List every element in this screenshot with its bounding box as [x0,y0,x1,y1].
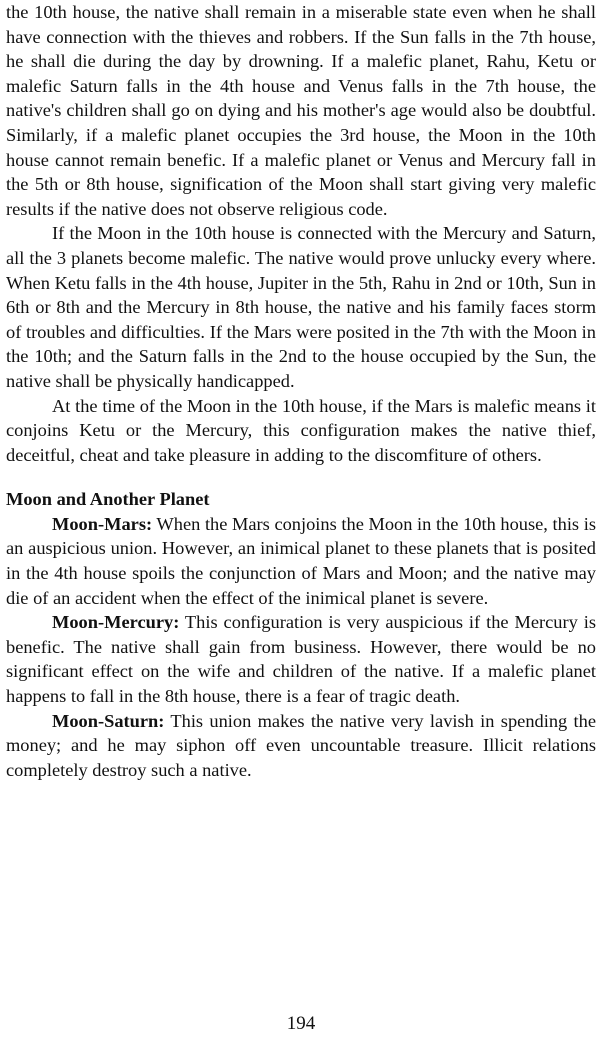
moon-mercury-paragraph [6,610,596,708]
moon-mars-label: Moon-Mars: [52,513,153,534]
moon-saturn-label: Moon-Saturn: [52,710,165,731]
moon-mars-text: When the Mars conjoins the Moon in the 10th house, this is an auspicious union. However, an inimical planet to these planets that is posited in the 4th house spoils the conjunction of Mars and Moon; and the native may die of an accident when the effect of the inimical planet is severe. [6,513,596,608]
moon-saturn-paragraph [6,709,596,783]
moon-mercury-text: This configuration is very auspicious if the Mercury is benefic. The native shall gain from business. However, there would be no significant effect on the wife and children of the native. If a malefic planet happens to fall in the 8th house, there is a fear of tragic death. [6,612,596,707]
moon-mars-paragraph [6,512,596,610]
body-paragraph-1: the 10th house, the native shall remain in a miserable state even when he shall have connection with the thieves and robbers. If the Sun falls in the 7th house, he shall die during the day by drowning. If a malefic planet, Rahu, Ketu or malefic Saturn falls in the 4th house and Venus falls in the 7th house, the native's children shall go on dying and his mother's age would also be doubtful. Similarly, if a malefic planet occupies the 3rd house, the Moon in the 10th house cannot remain benefic. If a malefic planet or Venus and Mercury fall in the 5th or 8th house, signification of the Moon shall start giving very malefic results if the native does not observe religious code. [6,2,596,219]
section-heading: Moon and Another Planet [6,489,210,510]
page-number: 194 [286,1013,316,1034]
body-paragraph-3: At the time of the Moon in the 10th house, if the Mars is malefic means it conjoins Ketu or the Mercury, this configuration makes the native thief, deceitful, cheat and take pleasure in adding to the discomfiture of others. [6,395,596,465]
body-paragraph-2: If the Moon in the 10th house is connected with the Mercury and Saturn, all the 3 planets become malefic. The native would prove unlucky every where. When Ketu falls in the 4th house, Jupiter in the 5th, Rahu in 2nd or 10th, Sun in 6th or 8th and the Mercury in 8th house, the native and his family faces storm of troubles and difficulties. If the Mars were posited in the 7th with the Moon in the 10th; and the Saturn falls in the 2nd to the house occupied by the Sun, the native shall be physically handicapped. [6,223,596,391]
moon-mercury-label: Moon-Mercury: [52,612,180,633]
moon-saturn-text: This union makes the native very lavish in spending the money; and he may siphon off even uncountable treasure. Illicit relations completely destroy such a native. [6,710,596,780]
book-page [6,0,596,1040]
